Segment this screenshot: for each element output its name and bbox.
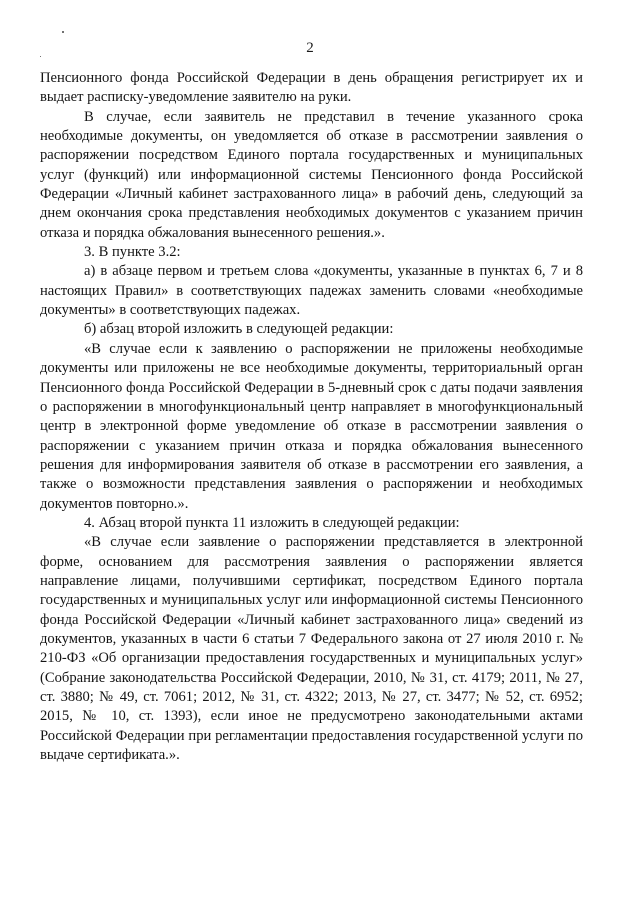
paragraph: 3. В пункте 3.2: [84, 244, 181, 261]
paragraph: Пенсионного фонда Российской Федерации в день обращения регистрирует их и выдает расписку-уведомление заявителю на руки. [40, 70, 583, 106]
document-body [40, 69, 583, 765]
page-number: 2 [306, 40, 314, 56]
paragraph: 4. Абзац второй пункта 11 изложить в следующей редакции: [84, 514, 460, 531]
paragraph: а) в абзаце первом и третьем слова «документы, указанные в пунктах 6, 7 и 8 настоящих Правил» в соответствующих падежах заменить словами «необходимые документы» в соответствующих падежах. [40, 263, 583, 319]
paragraph: «В случае если к заявлению о распоряжении не приложены необходимые документы или приложены не все необходимые документы, территориальный орган Пенсионного фонда Российской Федерации в 5-дневный срок с даты подачи заявления о распоряжении в многофункциональный центр направляет в многофункциональный центр в электронной форме уведомление об отказе в рассмотрении заявления о распоряжении с указанием причин отказа и порядка обжалования вынесенного решения для информирования заявителя об отказе в рассмотрении его заявления, а также о возможности представления заявления о распоряжении и необходимых документов повторно.». [40, 340, 583, 512]
paragraph: «В случае если заявление о распоряжении представляется в электронной форме, основанием для рассмотрения заявления о распоряжении является направление лицами, получившими сертификат, посредством Единого портала государственных и муниципальных услуг или информационной системы Пенсионного фонда Российской Федерации «Личный кабинет застрахованного лица» сведений из документов, указанных в части 6 статьи 7 Федерального закона от 27 июля 2010 г. № 210-ФЗ «Об организации предоставления государственных и муниципальных услуг» (Собрание законодательства Российской Федерации, 2010, № 31, ст. 4179; 2011, № 27, ст. 3880; № 49, ст. 7061; 2012, № 31, ст. 4322; 2013, № 27, ст. 3477; № 52, ст. 6952; 2015, № 10, ст. 1393), если иное не предусмотрено законодательными актами Российской Федерации при регламентации предоставления государственной услуги по выдаче сертификата.». [40, 534, 583, 764]
scan-speck [62, 31, 64, 33]
paragraph: б) абзац второй изложить в следующей редакции: [84, 321, 394, 338]
paragraph: В случае, если заявитель не представил в течение указанного срока необходимые документы, он уведомляется об отказе в рассмотрении заявления о распоряжении посредством Единого портала государственных и муниципальных услуг (функций) или информационной системы Пенсионного фонда Российской Федерации «Личный кабинет застрахованного лица» в рабочий день, следующий за днем окончания срока представления необходимых документов с указанием причин отказа и порядка обжалования вынесенного решения.». [40, 108, 583, 241]
